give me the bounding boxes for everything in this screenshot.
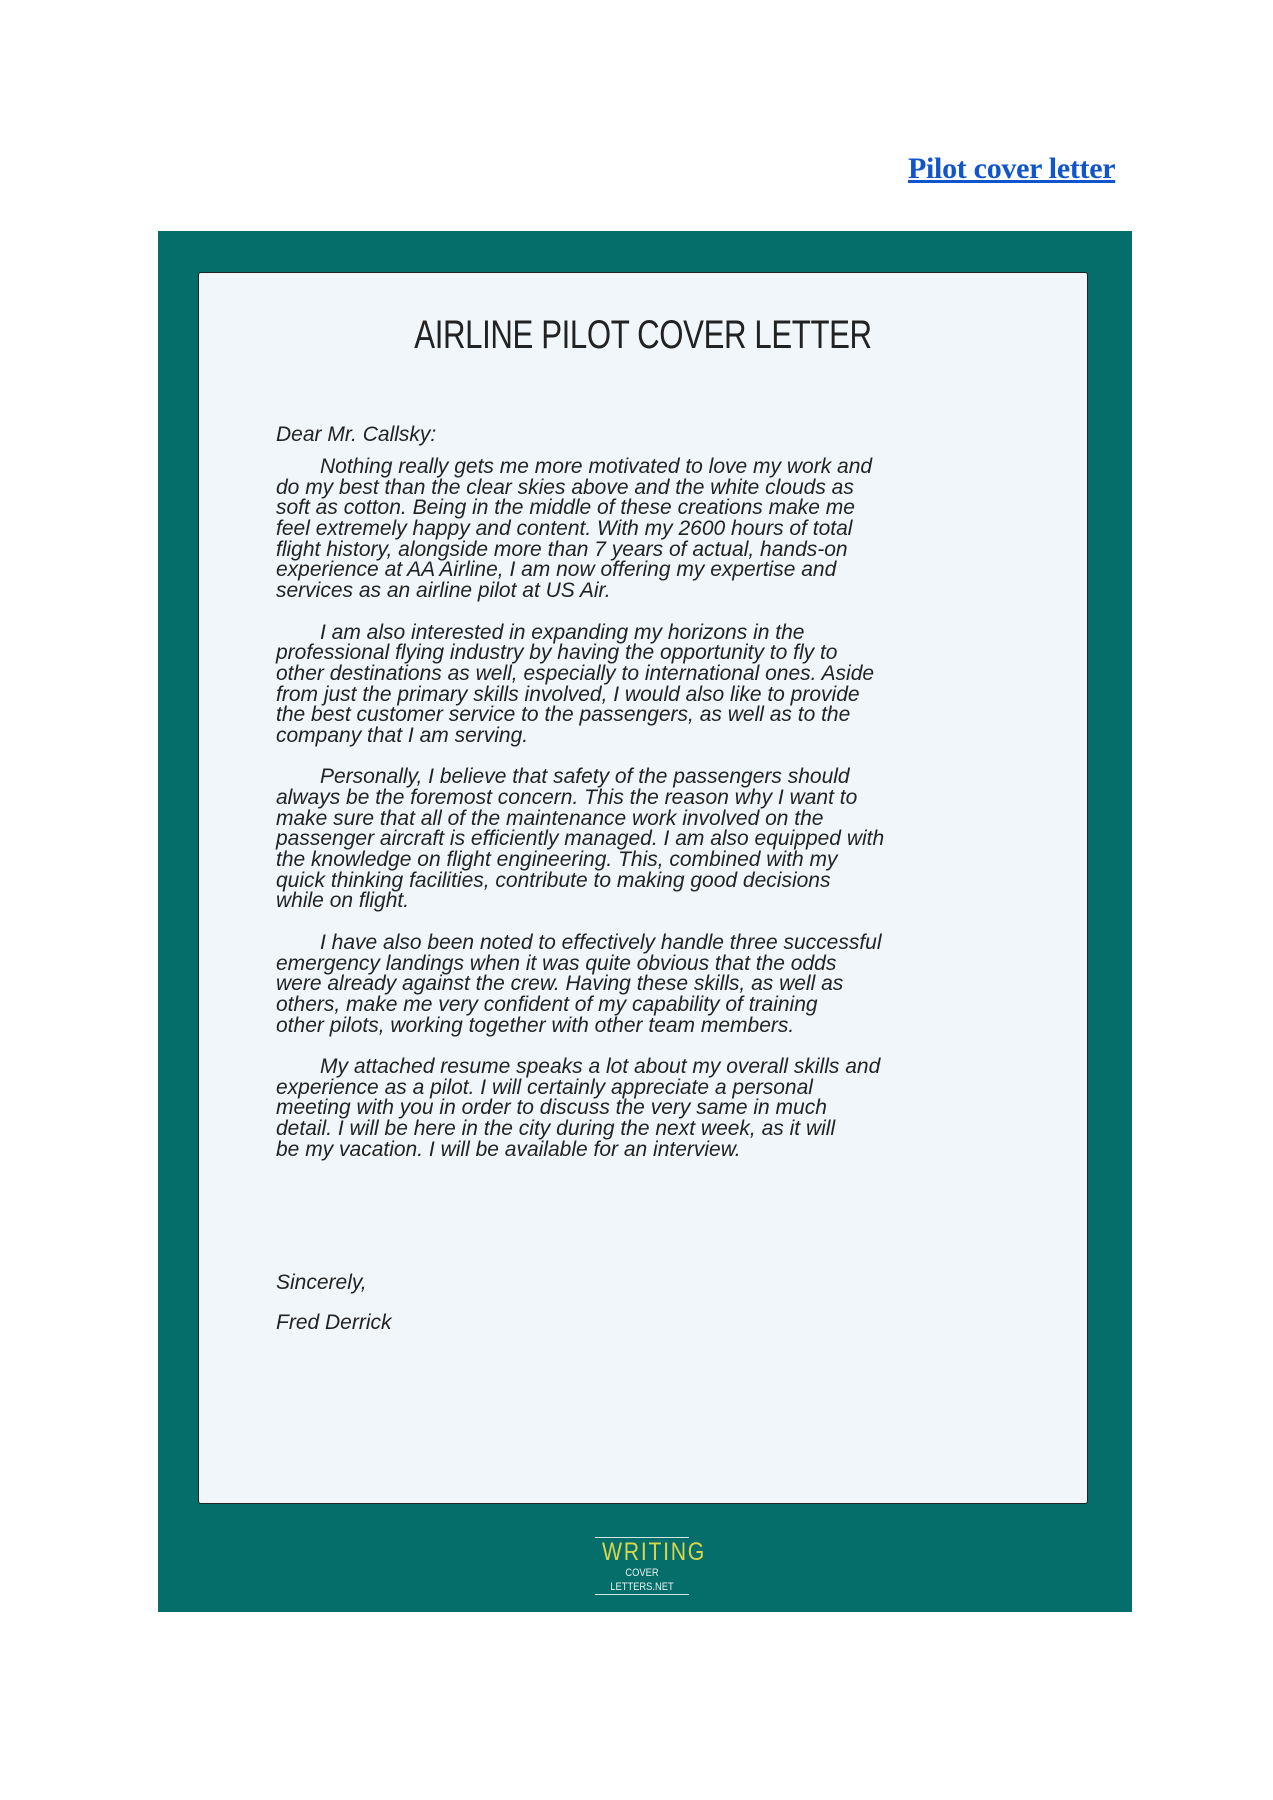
paragraph bbox=[276, 1054, 884, 1161]
closing: Sincerely, bbox=[276, 1271, 367, 1294]
logo-wordmark: WRITING bbox=[602, 1538, 707, 1566]
paragraph-line: do my best than the clear skies above and the white clouds as bbox=[276, 475, 854, 499]
signature: Fred Derrick bbox=[276, 1311, 392, 1334]
paragraph-line: while on flight. bbox=[276, 889, 410, 913]
paragraph bbox=[276, 767, 884, 912]
paragraph-line: soft as cotton. Being in the middle of these creations make me bbox=[276, 496, 855, 520]
writing-cover-letters-logo bbox=[595, 1537, 707, 1595]
paragraph-line: I am also interested in expanding my horizons in the bbox=[320, 620, 805, 644]
paragraph-line: other destinations as well, especially to international ones. Aside bbox=[276, 661, 875, 685]
logo-subtitle: COVER LETTERS.NET bbox=[610, 1567, 674, 1593]
paragraph-line: other pilots, working together with other team members. bbox=[276, 1013, 795, 1037]
paragraph-line: flight history, alongside more than 7 years of actual, hands-on bbox=[276, 537, 848, 561]
paragraph-line: passenger aircraft is efficiently managed. I am also equipped with bbox=[276, 827, 885, 851]
letter-title: AIRLINE PILOT COVER LETTER bbox=[414, 313, 872, 357]
salutation: Dear Mr. Callsky: bbox=[276, 423, 437, 446]
paragraph-line: services as an airline pilot at US Air. bbox=[276, 579, 611, 603]
letter-frame bbox=[158, 231, 1132, 1612]
paragraph-line: emergency landings when it was quite obvious that the odds bbox=[276, 951, 837, 975]
paragraph-line: I have also been noted to effectively handle three successful bbox=[320, 930, 882, 954]
paragraph-line: professional flying industry by having the opportunity to fly to bbox=[276, 641, 838, 665]
logo-rule bbox=[595, 1594, 689, 1595]
paragraph-line: the best customer service to the passengers, as well as to the bbox=[276, 703, 851, 727]
paragraph-line: detail. I will be here in the city during the next week, as it will bbox=[276, 1117, 836, 1140]
paragraph-line: Nothing really gets me more motivated to love my work and bbox=[320, 455, 873, 478]
paragraph bbox=[276, 457, 884, 602]
paragraph-line: quick thinking facilities, contribute to making good decisions bbox=[276, 868, 831, 892]
paragraph-line: company that I am serving. bbox=[276, 723, 529, 747]
paragraph bbox=[276, 620, 884, 747]
paragraph-line: feel extremely happy and content. With my 2600 hours of total bbox=[276, 517, 853, 541]
paragraph bbox=[276, 930, 884, 1037]
paragraph-line: the knowledge on flight engineering. This, combined with my bbox=[276, 848, 838, 872]
paragraph-line: be my vacation. I will be available for an interview. bbox=[276, 1137, 741, 1161]
letter-card bbox=[198, 272, 1088, 1504]
paragraph-line: Personally, I believe that safety of the passengers should bbox=[320, 765, 850, 789]
paragraph-line: experience as a pilot. I will certainly appreciate a personal bbox=[276, 1075, 813, 1099]
paragraph-line: experience at AA Airline, I am now offering my expertise and bbox=[276, 558, 837, 582]
paragraph-line: meeting with you in order to discuss the very same in much bbox=[276, 1096, 827, 1120]
pilot-cover-letter-link[interactable]: Pilot cover letter bbox=[908, 152, 1116, 185]
paragraph-line: always be the foremost concern. This the reason why I want to bbox=[276, 786, 858, 809]
paragraph-line: others, make me very confident of my capability of training bbox=[276, 992, 818, 1016]
paragraph-line: make sure that all of the maintenance work involved on the bbox=[276, 806, 824, 830]
paragraph-line: were already against the crew. Having these skills, as well as bbox=[276, 972, 844, 996]
paragraph-line: from just the primary skills involved, I would also like to provide bbox=[276, 682, 860, 706]
paragraph-line: My attached resume speaks a lot about my overall skills and bbox=[320, 1054, 881, 1078]
letter-body bbox=[276, 457, 884, 1181]
